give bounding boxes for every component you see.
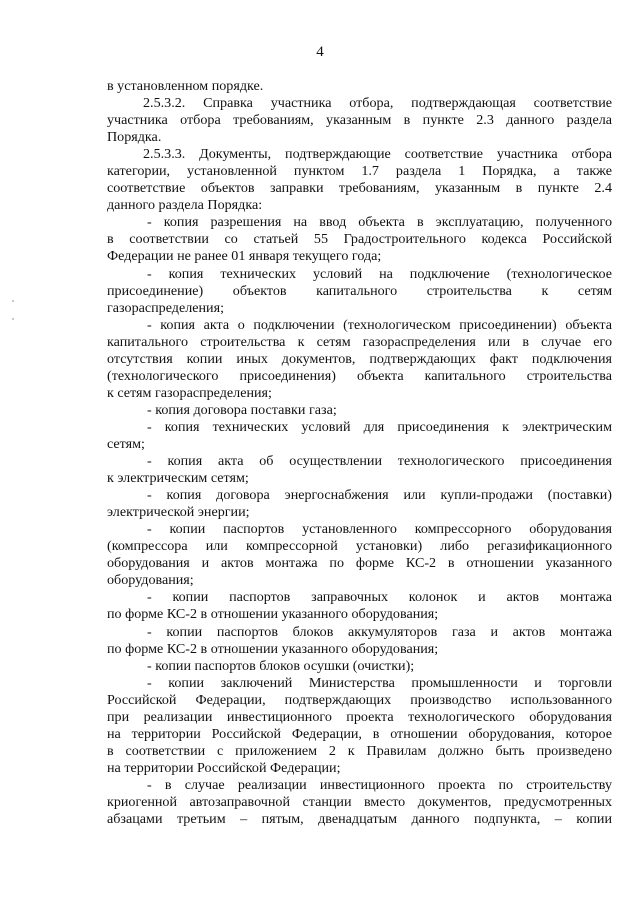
- text-line: 2.5.3.3. Документы, подтверждающие соответствие участника отбора: [143, 146, 612, 163]
- text-line: - копия акта о подключении (технологическом присоединении) объекта: [147, 316, 612, 333]
- text-line: данного раздела Порядка:: [107, 197, 263, 214]
- text-line: - копия договора поставки газа;: [147, 401, 337, 418]
- text-line: - копии паспортов установленного компрессорного оборудования: [147, 521, 612, 538]
- page-number: 4: [316, 44, 324, 60]
- text-line: оборудования;: [107, 572, 194, 589]
- text-line: - копии паспортов блоков осушки (очистки);: [147, 657, 415, 674]
- text-line: к сетям газораспределения;: [107, 384, 272, 401]
- text-line: - копии паспортов заправочных колонок и актов монтажа: [147, 589, 612, 606]
- text-line: присоединение) объектов капитального строительства к сетям: [107, 282, 612, 299]
- text-line: - копия технических условий на подключение (технологическое: [147, 265, 612, 282]
- text-line: капитального строительства к сетям газораспределения или в случае его: [107, 333, 612, 350]
- scan-speck: [12, 300, 14, 302]
- text-line: (технологического присоединения) объекта капитального строительства: [107, 367, 612, 384]
- text-line: криогенной автозаправочной станции вместо документов, предусмотренных: [107, 793, 612, 810]
- text-line: на территории Российской Федерации, в отношении оборудования, которое: [107, 725, 612, 742]
- text-line: (компрессора или компрессорной установки) либо регазификационного: [107, 538, 612, 555]
- text-line: газораспределения;: [107, 299, 224, 316]
- text-line: при реализации инвестиционного проекта технологического оборудования: [107, 708, 612, 725]
- text-line: по форме КС-2 в отношении указанного оборудования;: [107, 606, 439, 623]
- text-line: Российской Федерации, подтверждающих производство использованного: [107, 691, 612, 708]
- text-line: на территории Российской Федерации;: [107, 759, 341, 776]
- text-line: в установленном порядке.: [107, 78, 264, 94]
- text-line: - копия технических условий для присоединения к электрическим: [147, 418, 612, 435]
- text-line: - копия разрешения на ввод объекта в эксплуатацию, полученного: [147, 214, 612, 231]
- text-line: категории, установленной пунктом 1.7 раздела 1 Порядка, а также: [107, 163, 612, 180]
- text-line: - копия договора энергоснабжения или купли-продажи (поставки): [147, 487, 612, 504]
- text-line: по форме КС-2 в отношении указанного оборудования;: [107, 640, 439, 657]
- text-line: - копия акта об осуществлении технологического присоединения: [147, 453, 612, 470]
- text-line: электрической энергии;: [107, 504, 250, 521]
- text-line: к электрическим сетям;: [107, 470, 249, 487]
- text-line: Федерации не ранее 01 января текущего года;: [107, 248, 382, 265]
- text-line: в соответствии со статьей 55 Градостроительного кодекса Российской: [107, 231, 612, 248]
- text-line: оборудования и актов монтажа по форме КС-2 в отношении указанного: [107, 555, 612, 572]
- text-line: отсутствия копии иных документов, подтверждающих факт подключения: [107, 350, 612, 367]
- text-line: - копии паспортов блоков аккумуляторов газа и актов монтажа: [147, 623, 612, 640]
- scan-speck: [12, 318, 14, 320]
- text-line: - копии заключений Министерства промышленности и торговли: [147, 674, 612, 691]
- text-line: 2.5.3.2. Справка участника отбора, подтверждающая соответствие: [143, 95, 612, 112]
- text-line: участника отбора требованиям, указанным в пункте 2.3 данного раздела: [107, 112, 612, 129]
- text-line: Порядка.: [107, 129, 162, 146]
- text-line: абзацами третьим – пятым, двенадцатым данного подпункта, – копии: [107, 811, 612, 828]
- text-line: сетям;: [107, 435, 145, 452]
- text-line: - в случае реализации инвестиционного проекта по строительству: [147, 776, 612, 793]
- document-body: [107, 78, 612, 828]
- text-line: соответствие объектов заправки требованиям, указанным в пункте 2.4: [107, 180, 612, 197]
- text-line: в соответствии с приложением 2 к Правилам должно быть произведено: [107, 742, 612, 759]
